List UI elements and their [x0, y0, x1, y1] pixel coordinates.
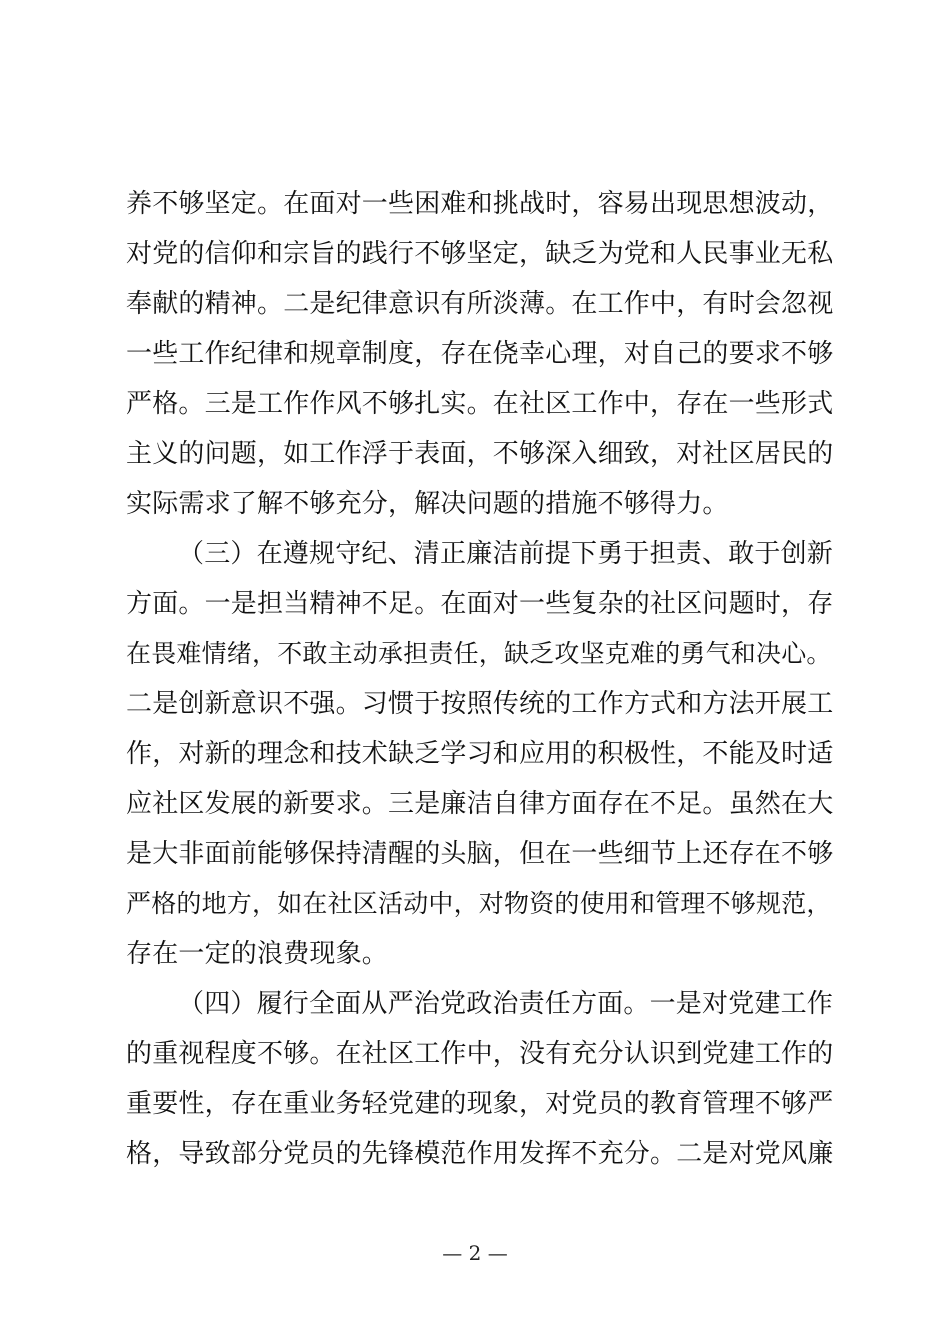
section-heading-line: （四）履行全面从严治党政治责任方面。一是对党建工作	[178, 989, 834, 1019]
text-line: 重要性，存在重业务轻党建的现象，对党员的教育管理不够严	[126, 1089, 834, 1119]
text-line: 养不够坚定。在面对一些困难和挑战时，容易出现思想波动，	[126, 189, 834, 219]
text-line: 作，对新的理念和技术缺乏学习和应用的积极性，不能及时适	[126, 739, 834, 769]
text-line: 一些工作纪律和规章制度，存在侥幸心理，对自己的要求不够	[126, 339, 834, 369]
text-line: 方面。一是担当精神不足。在面对一些复杂的社区问题时，存	[126, 589, 834, 619]
text-line: 二是创新意识不强。习惯于按照传统的工作方式和方法开展工	[126, 689, 834, 719]
text-line: 格，导致部分党员的先锋模范作用发挥不充分。二是对党风廉	[126, 1139, 834, 1169]
section-heading-line: （三）在遵规守纪、清正廉洁前提下勇于担责、敢于创新	[178, 539, 834, 569]
page-number: — 2 —	[442, 1241, 508, 1265]
text-line: 应社区发展的新要求。三是廉洁自律方面存在不足。虽然在大	[126, 789, 834, 819]
text-line: 的重视程度不够。在社区工作中，没有充分认识到党建工作的	[126, 1039, 834, 1069]
text-line: 是大非面前能够保持清醒的头脑，但在一些细节上还存在不够	[126, 839, 834, 869]
text-line: 在畏难情绪，不敢主动承担责任，缺乏攻坚克难的勇气和决心。	[126, 639, 832, 668]
text-line: 奉献的精神。二是纪律意识有所淡薄。在工作中，有时会忽视	[126, 289, 834, 319]
text-line: 严格。三是工作作风不够扎实。在社区工作中，存在一些形式	[126, 389, 834, 419]
text-line: 主义的问题，如工作浮于表面，不够深入细致，对社区居民的	[126, 439, 834, 469]
text-line: 对党的信仰和宗旨的践行不够坚定，缺乏为党和人民事业无私	[126, 239, 834, 269]
text-line: 存在一定的浪费现象。	[126, 939, 389, 969]
text-line: 实际需求了解不够充分，解决问题的措施不够得力。	[126, 489, 729, 519]
text-line: 严格的地方，如在社区活动中，对物资的使用和管理不够规范，	[126, 889, 832, 918]
